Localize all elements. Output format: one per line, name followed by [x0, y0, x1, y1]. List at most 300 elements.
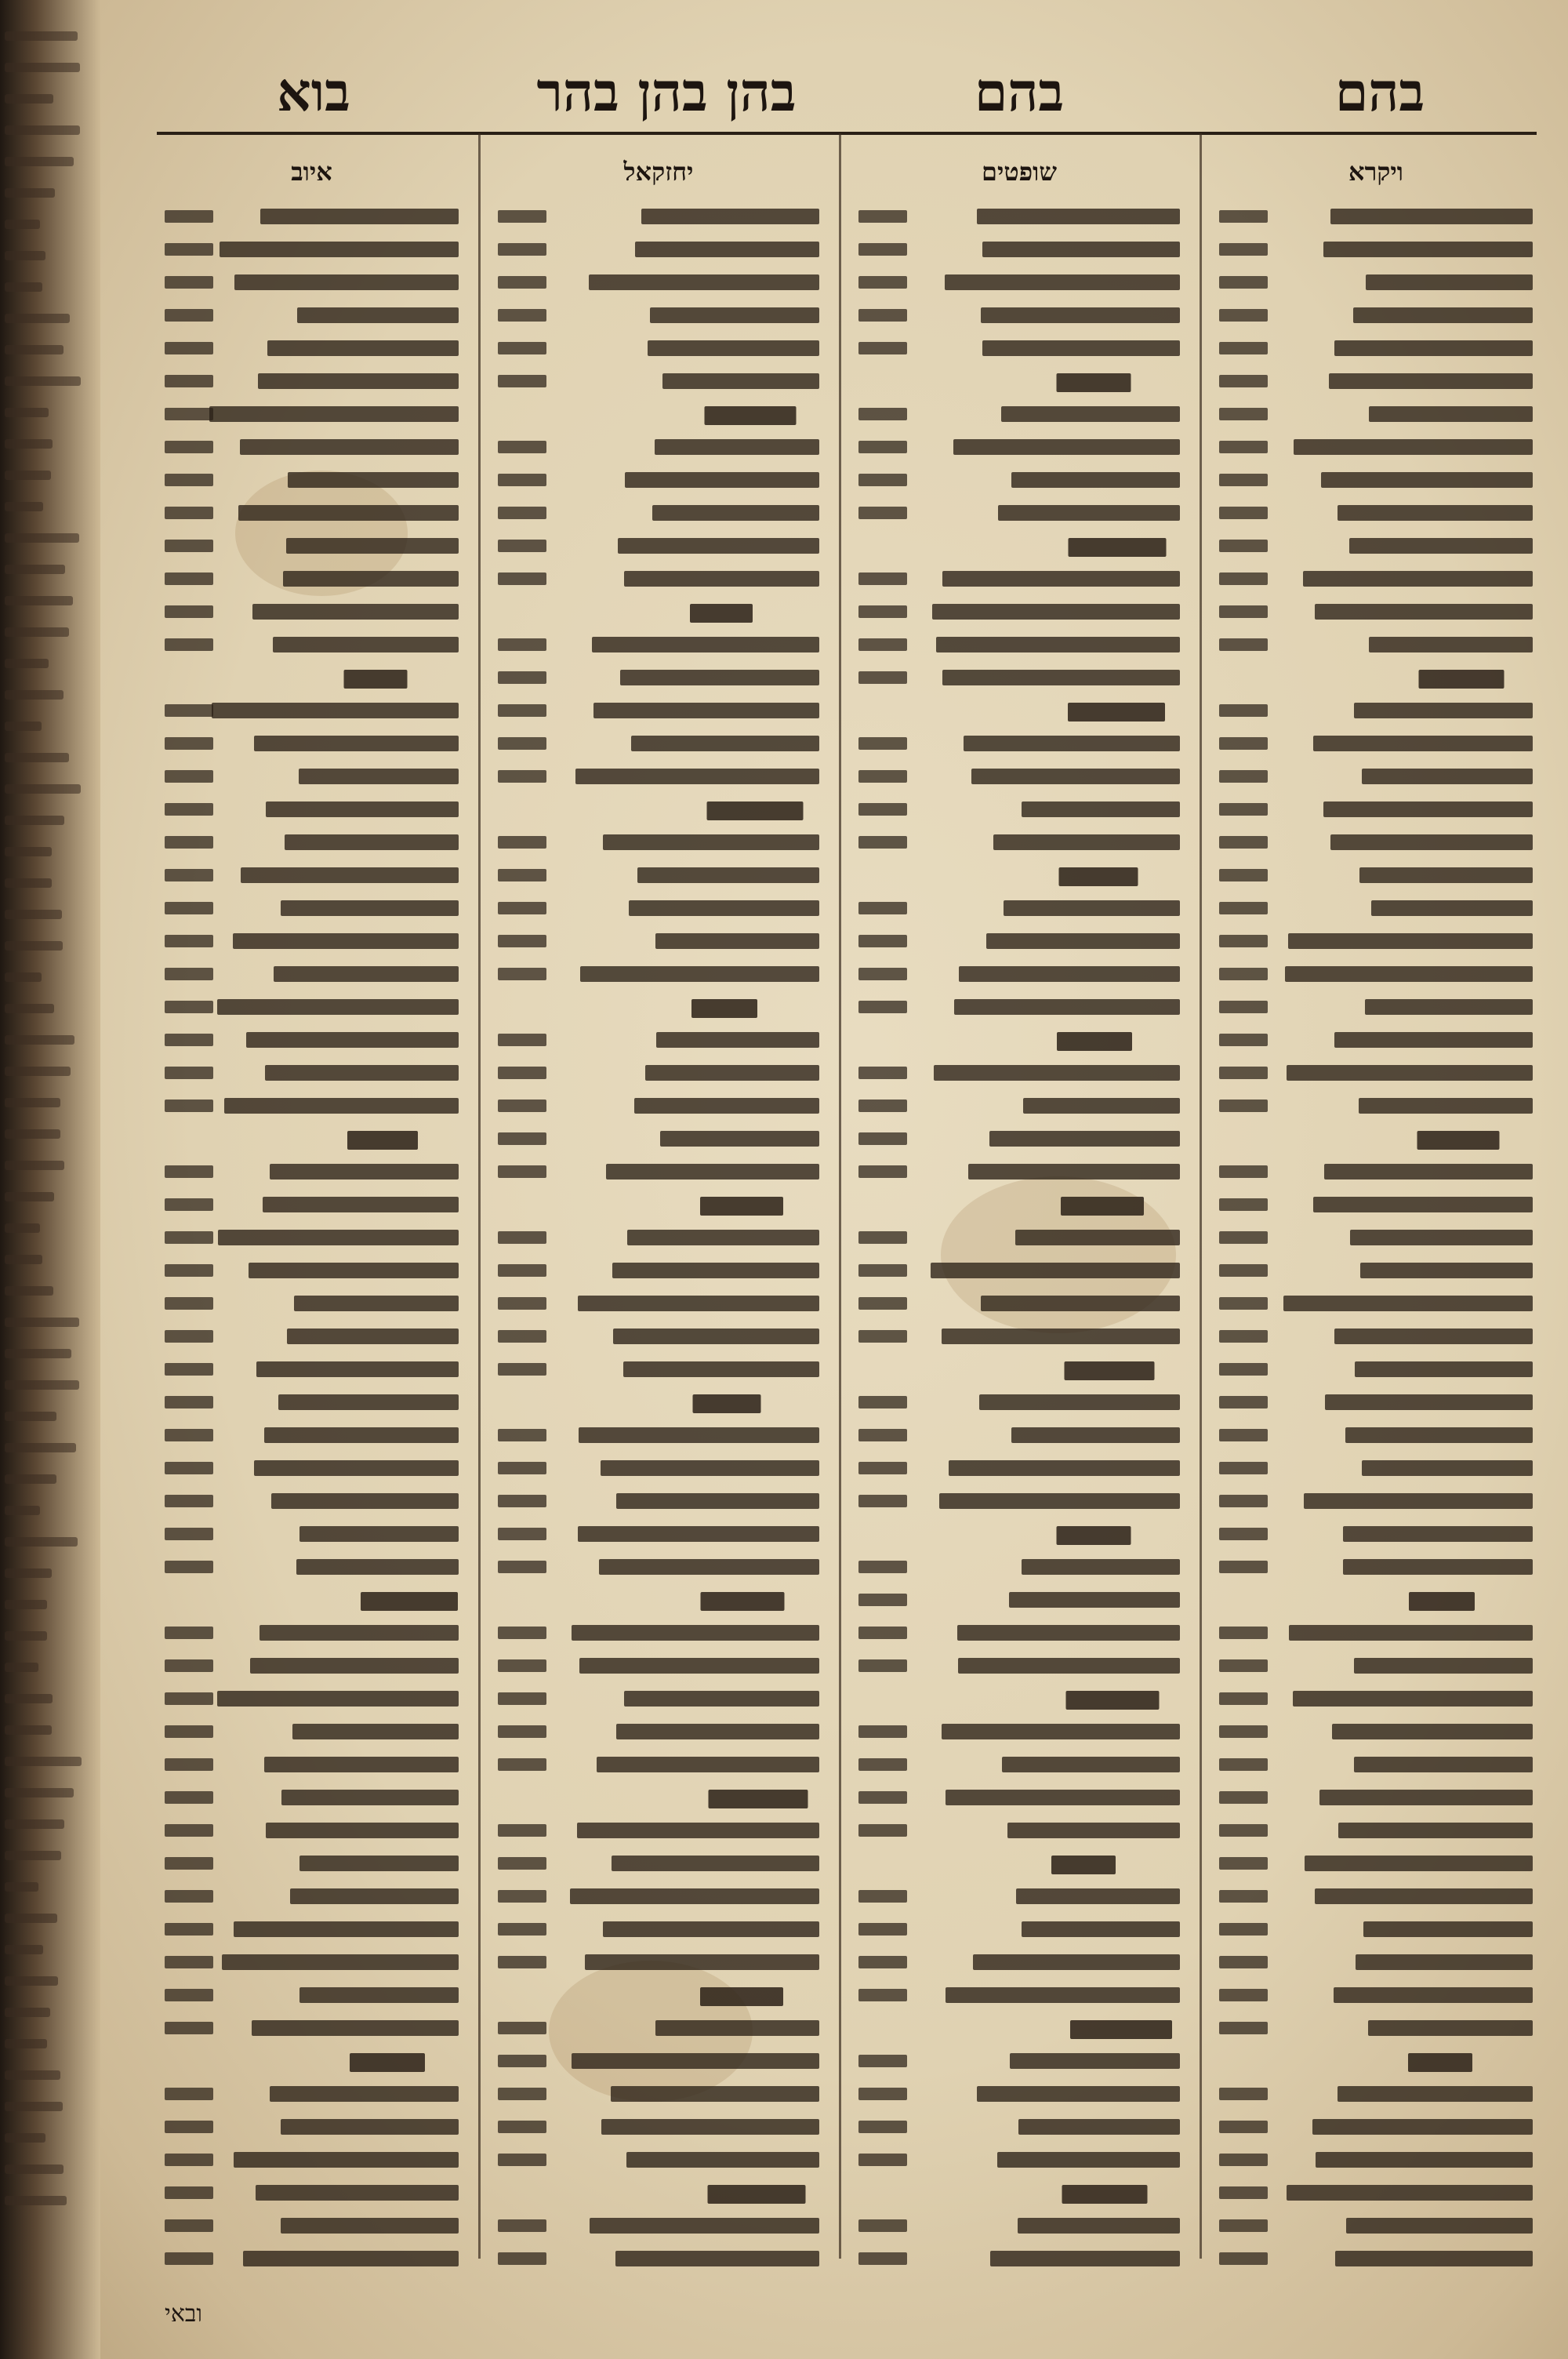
- entry-line: [858, 665, 1180, 696]
- verse-reference-glyphs: [1219, 276, 1268, 289]
- entry-line: [858, 1851, 1180, 1882]
- section-heading-glyphs: [1062, 2185, 1148, 2204]
- verse-reference-glyphs: [1219, 902, 1268, 914]
- facing-page-text-glyphs: [5, 910, 62, 919]
- entry-line: [498, 1818, 819, 1849]
- entry-line: [165, 764, 459, 795]
- entry-line: [165, 1554, 459, 1586]
- verse-reference-glyphs: [1219, 638, 1268, 651]
- entry-line: [1219, 698, 1533, 729]
- entry-line: [858, 1291, 1180, 1322]
- entry-text-glyphs: [290, 1888, 459, 1904]
- verse-reference-glyphs: [858, 1100, 907, 1112]
- verse-reference-glyphs: [165, 836, 213, 849]
- entry-text-glyphs: [1023, 1098, 1180, 1114]
- entry-line: [858, 303, 1180, 334]
- verse-reference-glyphs: [165, 1297, 213, 1310]
- entry-line: [858, 1225, 1180, 1256]
- entry-line: [1219, 863, 1533, 894]
- verse-reference-glyphs: [165, 2022, 213, 2034]
- verse-reference-glyphs: [858, 1462, 907, 1474]
- verse-reference-glyphs: [165, 408, 213, 420]
- entry-line: [498, 303, 819, 334]
- entry-line: [1219, 467, 1533, 499]
- facing-page-text-glyphs: [5, 1223, 40, 1233]
- verse-reference-glyphs: [498, 1067, 546, 1079]
- entry-line: [858, 599, 1180, 631]
- entry-line: [1219, 204, 1533, 235]
- entry-text-glyphs: [977, 209, 1180, 224]
- entry-text-glyphs: [1305, 1856, 1533, 1871]
- entry-line: [1219, 1620, 1533, 1652]
- verse-reference-glyphs: [1219, 1989, 1268, 2001]
- entry-text-glyphs: [615, 2251, 819, 2266]
- verse-reference-glyphs: [498, 1165, 546, 1178]
- verse-reference-glyphs: [165, 1001, 213, 1013]
- entry-text-glyphs: [271, 1493, 459, 1509]
- verse-reference-glyphs: [165, 869, 213, 881]
- entry-line: [165, 1456, 459, 1487]
- entry-line: [165, 1917, 459, 1948]
- entry-text-glyphs: [281, 900, 459, 916]
- entry-line: [165, 336, 459, 367]
- entry-text-glyphs: [627, 1230, 819, 1245]
- verse-reference-glyphs: [858, 507, 907, 519]
- entry-text-glyphs: [1316, 2152, 1533, 2168]
- verse-reference-glyphs: [498, 2022, 546, 2034]
- entry-lines: [165, 204, 459, 2279]
- verse-reference-glyphs: [858, 1758, 907, 1771]
- verse-reference-glyphs: [1219, 1198, 1268, 1211]
- book-heading: איוב: [291, 157, 332, 187]
- entry-line: [498, 1159, 819, 1190]
- entry-text-glyphs: [249, 1263, 459, 1278]
- section-heading-glyphs: [347, 1131, 418, 1150]
- entry-text-glyphs: [993, 834, 1180, 850]
- entry-line: [498, 1291, 819, 1322]
- verse-reference-glyphs: [858, 1659, 907, 1672]
- entry-line: [1219, 2147, 1533, 2179]
- verse-reference-glyphs: [1219, 1067, 1268, 1079]
- entry-text-glyphs: [1334, 340, 1533, 356]
- entry-line: [1219, 830, 1533, 861]
- entry-text-glyphs: [957, 1625, 1180, 1641]
- entry-line: [165, 1390, 459, 1421]
- verse-reference-glyphs: [1219, 1297, 1268, 1310]
- entry-text-glyphs: [578, 1296, 819, 1311]
- entry-text-glyphs: [616, 1724, 819, 1739]
- verse-reference-glyphs: [1219, 1725, 1268, 1738]
- verse-reference-glyphs: [1219, 1396, 1268, 1408]
- verse-reference-glyphs: [498, 1264, 546, 1277]
- verse-reference-glyphs: [165, 2154, 213, 2166]
- entry-text-glyphs: [285, 834, 459, 850]
- verse-reference-glyphs: [498, 1100, 546, 1112]
- facing-page-text-glyphs: [5, 63, 80, 72]
- entry-line: [1219, 1752, 1533, 1783]
- entry-line: [858, 1653, 1180, 1685]
- facing-page-text-glyphs: [5, 439, 53, 449]
- verse-reference-glyphs: [165, 1791, 213, 1804]
- book-heading: שופטים: [982, 157, 1057, 187]
- verse-reference-glyphs: [858, 2219, 907, 2232]
- facing-page-text-glyphs: [5, 627, 69, 637]
- entry-line: [498, 500, 819, 532]
- section-heading-glyphs: [1057, 1032, 1132, 1051]
- entry-line: [1219, 1950, 1533, 1981]
- entry-text-glyphs: [932, 604, 1180, 620]
- entry-line: [165, 1258, 459, 1289]
- entry-text-glyphs: [1343, 1526, 1533, 1542]
- entry-line: [165, 566, 459, 598]
- entry-line: [165, 2246, 459, 2277]
- entry-text-glyphs: [222, 1954, 459, 1970]
- entry-text-glyphs: [655, 933, 819, 949]
- entry-text-glyphs: [224, 1098, 459, 1114]
- concordance-column-3: [490, 133, 827, 2296]
- verse-reference-glyphs: [165, 1363, 213, 1376]
- catchword: ובאי: [165, 2300, 203, 2328]
- verse-reference-glyphs: [498, 2088, 546, 2100]
- section-heading-glyphs: [343, 670, 407, 689]
- verse-reference-glyphs: [858, 210, 907, 223]
- facing-page-text-glyphs: [5, 502, 43, 511]
- entry-text-glyphs: [1022, 1921, 1180, 1937]
- entry-text-glyphs: [982, 242, 1180, 257]
- verse-reference-glyphs: [1219, 342, 1268, 354]
- entry-line: [1219, 1686, 1533, 1717]
- verse-reference-glyphs: [165, 1495, 213, 1507]
- verse-reference-glyphs: [165, 1692, 213, 1705]
- entry-line: [165, 1093, 459, 1125]
- verse-reference-glyphs: [165, 342, 213, 354]
- entry-line: [858, 2114, 1180, 2146]
- facing-page-text-glyphs: [5, 1851, 61, 1860]
- verse-reference-glyphs: [498, 1561, 546, 1573]
- entry-text-glyphs: [572, 1625, 819, 1641]
- verse-reference-glyphs: [165, 1165, 213, 1178]
- verse-reference-glyphs: [858, 935, 907, 947]
- entry-line: [1219, 731, 1533, 762]
- section-heading-glyphs: [705, 406, 797, 425]
- entry-text-glyphs: [1354, 703, 1533, 718]
- verse-reference-glyphs: [498, 902, 546, 914]
- verse-reference-glyphs: [498, 1857, 546, 1870]
- concordance-column-4: [157, 133, 466, 2296]
- entry-text-glyphs: [1363, 1921, 1533, 1937]
- entry-text-glyphs: [241, 867, 459, 883]
- entry-line: [1219, 961, 1533, 993]
- verse-reference-glyphs: [498, 210, 546, 223]
- verse-reference-glyphs: [165, 605, 213, 618]
- entry-text-glyphs: [1338, 1823, 1533, 1838]
- entry-line: [165, 929, 459, 960]
- entry-line: [498, 830, 819, 861]
- entry-line: [498, 2147, 819, 2179]
- section-heading-glyphs: [1059, 867, 1138, 886]
- section-heading-glyphs: [1066, 1691, 1160, 1710]
- entry-text-glyphs: [1371, 900, 1533, 916]
- entry-text-glyphs: [1293, 1691, 1533, 1707]
- entry-line: [858, 1686, 1180, 1717]
- entry-text-glyphs: [220, 242, 459, 257]
- verse-reference-glyphs: [165, 1264, 213, 1277]
- facing-page-text-glyphs: [5, 1537, 78, 1547]
- entry-line: [858, 1752, 1180, 1783]
- entry-line: [165, 270, 459, 301]
- verse-reference-glyphs: [165, 1857, 213, 1870]
- verse-reference-glyphs: [1219, 1890, 1268, 1903]
- entry-line: [858, 830, 1180, 861]
- entry-text-glyphs: [942, 571, 1180, 587]
- entry-text-glyphs: [603, 834, 819, 850]
- entry-line: [498, 632, 819, 663]
- verse-reference-glyphs: [858, 2121, 907, 2133]
- entry-line: [165, 1027, 459, 1059]
- book-heading: יחזקאל: [623, 157, 694, 187]
- entry-line: [498, 1851, 819, 1882]
- column-header-1: בהם: [1334, 61, 1425, 124]
- entry-line: [1219, 270, 1533, 301]
- entry-line: [498, 467, 819, 499]
- facing-page-text-glyphs: [5, 1976, 58, 1986]
- verse-reference-glyphs: [1219, 1692, 1268, 1705]
- verse-reference-glyphs: [165, 1725, 213, 1738]
- verse-reference-glyphs: [1219, 1495, 1268, 1507]
- entry-text-glyphs: [234, 1921, 459, 1937]
- facing-page-text-glyphs: [5, 1443, 76, 1452]
- entry-line: [498, 764, 819, 795]
- verse-reference-glyphs: [1219, 770, 1268, 783]
- entry-text-glyphs: [572, 2053, 819, 2069]
- entry-line: [165, 797, 459, 828]
- entry-text-glyphs: [1359, 1098, 1533, 1114]
- entry-line: [165, 2114, 459, 2146]
- entry-line: [858, 237, 1180, 268]
- verse-reference-glyphs: [1219, 704, 1268, 717]
- entry-text-glyphs: [218, 1230, 459, 1245]
- verse-reference-glyphs: [1219, 1330, 1268, 1343]
- verse-reference-glyphs: [858, 1890, 907, 1903]
- entry-line: [858, 1884, 1180, 1915]
- entry-text-glyphs: [233, 933, 459, 949]
- facing-page-text-glyphs: [5, 1694, 53, 1703]
- entry-line: [165, 1752, 459, 1783]
- entry-line: [165, 204, 459, 235]
- facing-page-text-glyphs: [5, 816, 64, 825]
- verse-reference-glyphs: [858, 1429, 907, 1441]
- entry-line: [165, 2180, 459, 2212]
- column-header-3: בהן בהן בהר: [536, 61, 797, 124]
- entry-line: [165, 665, 459, 696]
- entry-line: [498, 1324, 819, 1355]
- section-heading-glyphs: [708, 2185, 806, 2204]
- verse-reference-glyphs: [858, 1495, 907, 1507]
- facing-page-text-glyphs: [5, 1945, 43, 1954]
- entry-text-glyphs: [1303, 571, 1533, 587]
- entry-text-glyphs: [267, 340, 459, 356]
- entry-text-glyphs: [577, 1823, 819, 1838]
- entry-text-glyphs: [626, 2152, 819, 2168]
- entry-line: [1219, 1159, 1533, 1190]
- entry-text-glyphs: [1018, 2119, 1180, 2135]
- verse-reference-glyphs: [498, 1363, 546, 1376]
- verse-reference-glyphs: [498, 507, 546, 519]
- entry-line: [165, 698, 459, 729]
- section-heading-glyphs: [1057, 1526, 1131, 1545]
- entry-line: [165, 369, 459, 400]
- entry-text-glyphs: [238, 505, 459, 521]
- verse-reference-glyphs: [858, 1561, 907, 1573]
- verse-reference-glyphs: [165, 2121, 213, 2133]
- entry-text-glyphs: [613, 1329, 819, 1344]
- entry-text-glyphs: [1356, 1954, 1533, 1970]
- section-heading-glyphs: [701, 1592, 785, 1611]
- facing-page-text-glyphs: [5, 1161, 64, 1170]
- verse-reference-glyphs: [498, 1824, 546, 1837]
- entry-text-glyphs: [1354, 1757, 1533, 1772]
- entry-line: [165, 1851, 459, 1882]
- section-heading-glyphs: [1409, 1592, 1475, 1611]
- facing-page-text-glyphs: [5, 1819, 64, 1829]
- facing-page-text-glyphs: [5, 753, 69, 762]
- entry-line: [1219, 2246, 1533, 2277]
- entry-text-glyphs: [936, 637, 1180, 652]
- facing-page-text-glyphs: [5, 2039, 47, 2048]
- entry-text-glyphs: [1011, 472, 1180, 488]
- entry-text-glyphs: [278, 1394, 459, 1410]
- verse-reference-glyphs: [165, 1989, 213, 2001]
- entry-text-glyphs: [945, 274, 1180, 290]
- verse-reference-glyphs: [1219, 737, 1268, 750]
- entry-text-glyphs: [1015, 1230, 1180, 1245]
- verse-reference-glyphs: [165, 1396, 213, 1408]
- entry-line: [858, 2081, 1180, 2113]
- verse-reference-glyphs: [1219, 507, 1268, 519]
- entry-line: [498, 434, 819, 466]
- entry-text-glyphs: [281, 2119, 459, 2135]
- verse-reference-glyphs: [1219, 1231, 1268, 1244]
- entry-line: [1219, 1225, 1533, 1256]
- entry-line: [1219, 2048, 1533, 2080]
- verse-reference-glyphs: [1219, 1627, 1268, 1639]
- entry-text-glyphs: [252, 2020, 459, 2036]
- verse-reference-glyphs: [1219, 605, 1268, 618]
- entry-line: [858, 1126, 1180, 1158]
- entry-line: [1219, 1291, 1533, 1322]
- entry-lines: [498, 204, 819, 2279]
- entry-line: [858, 632, 1180, 663]
- facing-page-text-glyphs: [5, 565, 65, 574]
- column-divider: [1200, 133, 1202, 2259]
- entry-line: [1219, 2114, 1533, 2146]
- entry-text-glyphs: [258, 373, 459, 389]
- entry-text-glyphs: [958, 1658, 1180, 1674]
- verse-reference-glyphs: [498, 1429, 546, 1441]
- entry-text-glyphs: [1324, 1164, 1533, 1180]
- entry-text-glyphs: [1304, 1493, 1533, 1509]
- entry-text-glyphs: [1315, 1888, 1533, 1904]
- entry-text-glyphs: [217, 999, 459, 1015]
- facing-page-text-glyphs: [5, 2165, 64, 2174]
- facing-page-text-glyphs: [5, 972, 42, 982]
- entry-line: [858, 1324, 1180, 1355]
- verse-reference-glyphs: [1219, 836, 1268, 849]
- entry-text-glyphs: [620, 670, 819, 685]
- entry-line: [165, 1291, 459, 1322]
- entry-line: [858, 2246, 1180, 2277]
- entry-text-glyphs: [1004, 900, 1180, 916]
- entry-text-glyphs: [660, 1131, 819, 1147]
- facing-page-text-glyphs: [5, 1129, 60, 1139]
- entry-text-glyphs: [1323, 242, 1533, 257]
- entry-line: [858, 369, 1180, 400]
- entry-line: [1219, 2016, 1533, 2047]
- verse-reference-glyphs: [858, 968, 907, 980]
- entry-text-glyphs: [1353, 307, 1533, 323]
- entry-text-glyphs: [650, 307, 819, 323]
- verse-reference-glyphs: [498, 1692, 546, 1705]
- verse-reference-glyphs: [498, 836, 546, 849]
- entry-text-glyphs: [243, 2251, 459, 2266]
- facing-page-text-glyphs: [5, 690, 64, 700]
- entry-text-glyphs: [634, 1098, 819, 1114]
- entry-line: [165, 599, 459, 631]
- verse-reference-glyphs: [858, 1330, 907, 1343]
- facing-page-text-glyphs: [5, 251, 45, 260]
- entry-text-glyphs: [597, 1757, 819, 1772]
- entry-text-glyphs: [266, 801, 459, 817]
- verse-reference-glyphs: [1219, 2252, 1268, 2265]
- entry-line: [165, 2048, 459, 2080]
- verse-reference-glyphs: [165, 540, 213, 552]
- verse-reference-glyphs: [858, 803, 907, 816]
- verse-reference-glyphs: [165, 704, 213, 717]
- verse-reference-glyphs: [1219, 2219, 1268, 2232]
- entry-text-glyphs: [579, 1427, 819, 1443]
- verse-reference-glyphs: [1219, 2154, 1268, 2166]
- entry-text-glyphs: [655, 2020, 819, 2036]
- verse-reference-glyphs: [1219, 1824, 1268, 1837]
- entry-text-glyphs: [1325, 1394, 1533, 1410]
- verse-reference-glyphs: [858, 737, 907, 750]
- verse-reference-glyphs: [165, 1528, 213, 1540]
- verse-reference-glyphs: [498, 1495, 546, 1507]
- entry-line: [498, 1357, 819, 1388]
- verse-reference-glyphs: [1219, 869, 1268, 881]
- entry-line: [858, 1587, 1180, 1619]
- entry-text-glyphs: [263, 1197, 459, 1212]
- entry-line: [498, 863, 819, 894]
- entry-line: [498, 599, 819, 631]
- entry-text-glyphs: [1330, 209, 1533, 224]
- entry-line: [858, 1917, 1180, 1948]
- entry-text-glyphs: [1362, 1460, 1533, 1476]
- verse-reference-glyphs: [1219, 408, 1268, 420]
- entry-text-glyphs: [942, 670, 1180, 685]
- facing-page-text-glyphs: [5, 2102, 63, 2111]
- verse-reference-glyphs: [165, 2088, 213, 2100]
- entry-text-glyphs: [973, 1954, 1180, 1970]
- entry-text-glyphs: [578, 1526, 819, 1542]
- entry-text-glyphs: [1343, 1559, 1533, 1575]
- verse-reference-glyphs: [165, 1429, 213, 1441]
- column-divider: [839, 133, 841, 2259]
- entry-line: [1219, 1554, 1533, 1586]
- verse-reference-glyphs: [1219, 1791, 1268, 1804]
- entry-text-glyphs: [299, 1987, 459, 2003]
- entry-line: [858, 994, 1180, 1026]
